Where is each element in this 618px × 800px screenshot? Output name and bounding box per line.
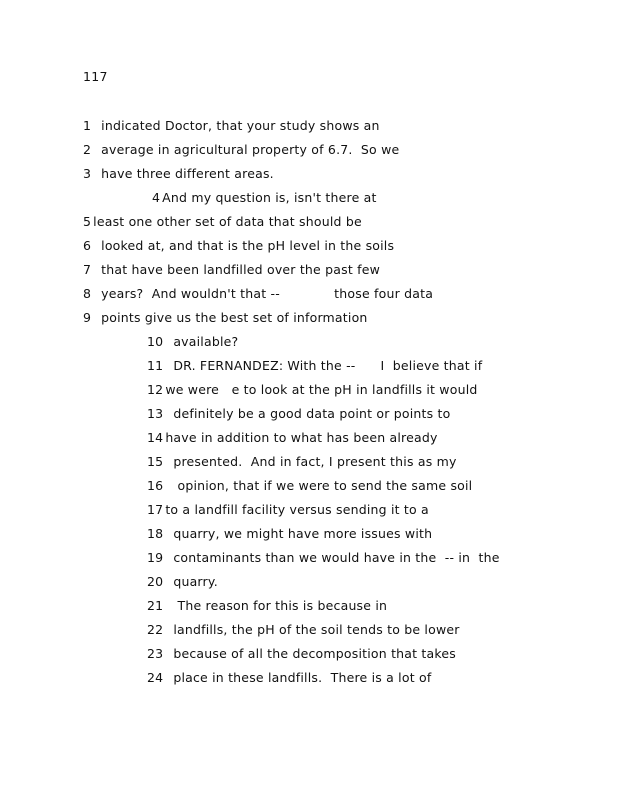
line-text: have three different areas. <box>101 166 274 181</box>
line-number: 15 <box>147 454 164 469</box>
line-text: place in these landfills. There is a lot of <box>173 670 432 685</box>
transcript-line-16 <box>147 477 472 495</box>
line-text: indicated Doctor, that your study shows an <box>101 118 380 133</box>
line-text: looked at, and that is the pH level in the soils <box>101 238 395 253</box>
line-text: presented. And in fact, I present this as my <box>173 454 457 469</box>
line-number: 6 <box>83 238 92 253</box>
line-number: 23 <box>147 646 164 661</box>
line-text: have in addition to what has been already <box>165 430 438 445</box>
line-number: 12 <box>147 382 164 397</box>
line-number: 14 <box>147 430 164 445</box>
transcript-line-3 <box>83 165 274 183</box>
line-text: The reason for this is because in <box>173 598 388 613</box>
line-number: 4 <box>152 190 161 205</box>
transcript-line-15 <box>147 453 457 471</box>
transcript-line-24 <box>147 669 431 687</box>
line-number: 24 <box>147 670 164 685</box>
line-text: And my question is, isn't there at <box>162 190 377 205</box>
transcript-line-17 <box>147 501 429 519</box>
transcript-line-18 <box>147 525 432 543</box>
line-text: DR. FERNANDEZ: With the -- I believe that if <box>173 358 483 373</box>
line-number: 16 <box>147 478 164 493</box>
transcript-line-4 <box>152 189 377 207</box>
line-number: 7 <box>83 262 92 277</box>
line-number: 1 <box>83 118 92 133</box>
line-text: landfills, the pH of the soil tends to be lower <box>173 622 460 637</box>
transcript-line-12 <box>147 381 478 399</box>
line-text: least one other set of data that should be <box>93 214 362 229</box>
transcript-line-21 <box>147 597 387 615</box>
transcript-line-13 <box>147 405 450 423</box>
transcript-line-11 <box>147 357 482 375</box>
line-number: 20 <box>147 574 164 589</box>
line-text: years? And wouldn't that -- those four data <box>101 286 434 301</box>
line-text: average in agricultural property of 6.7. So we <box>101 142 400 157</box>
line-number: 22 <box>147 622 164 637</box>
line-text: available? <box>173 334 239 349</box>
line-text: opinion, that if we were to send the same soil <box>173 478 473 493</box>
transcript-line-9 <box>83 309 368 327</box>
line-number: 10 <box>147 334 164 349</box>
transcript-line-23 <box>147 645 456 663</box>
line-text: we were e to look at the pH in landfills it would <box>165 382 478 397</box>
line-number: 21 <box>147 598 164 613</box>
transcript-line-2 <box>83 141 399 159</box>
line-number: 9 <box>83 310 92 325</box>
line-text: to a landfill facility versus sending it to a <box>165 502 429 517</box>
line-text: contaminants than we would have in the -- in the <box>173 550 500 565</box>
line-text: that have been landfilled over the past few <box>101 262 381 277</box>
line-number: 3 <box>83 166 92 181</box>
line-number: 19 <box>147 550 164 565</box>
transcript-line-22 <box>147 621 460 639</box>
line-text: points give us the best set of information <box>101 310 368 325</box>
transcript-line-8 <box>83 285 433 303</box>
transcript-line-5 <box>83 213 362 231</box>
line-number: 17 <box>147 502 164 517</box>
line-text: quarry, we might have more issues with <box>173 526 433 541</box>
transcript-line-7 <box>83 261 380 279</box>
line-number: 2 <box>83 142 92 157</box>
transcript-line-10 <box>147 333 238 351</box>
transcript-line-20 <box>147 573 218 591</box>
line-number: 5 <box>83 214 92 229</box>
transcript-line-19 <box>147 549 500 567</box>
line-text: definitely be a good data point or points to <box>173 406 451 421</box>
transcript-line-1 <box>83 117 380 135</box>
line-number: 13 <box>147 406 164 421</box>
line-number: 18 <box>147 526 164 541</box>
transcript-line-14 <box>147 429 438 447</box>
line-text: quarry. <box>173 574 218 589</box>
page-number: 117 <box>83 69 108 84</box>
transcript-line-6 <box>83 237 394 255</box>
line-number: 8 <box>83 286 92 301</box>
line-text: because of all the decomposition that takes <box>173 646 456 661</box>
line-number: 11 <box>147 358 164 373</box>
